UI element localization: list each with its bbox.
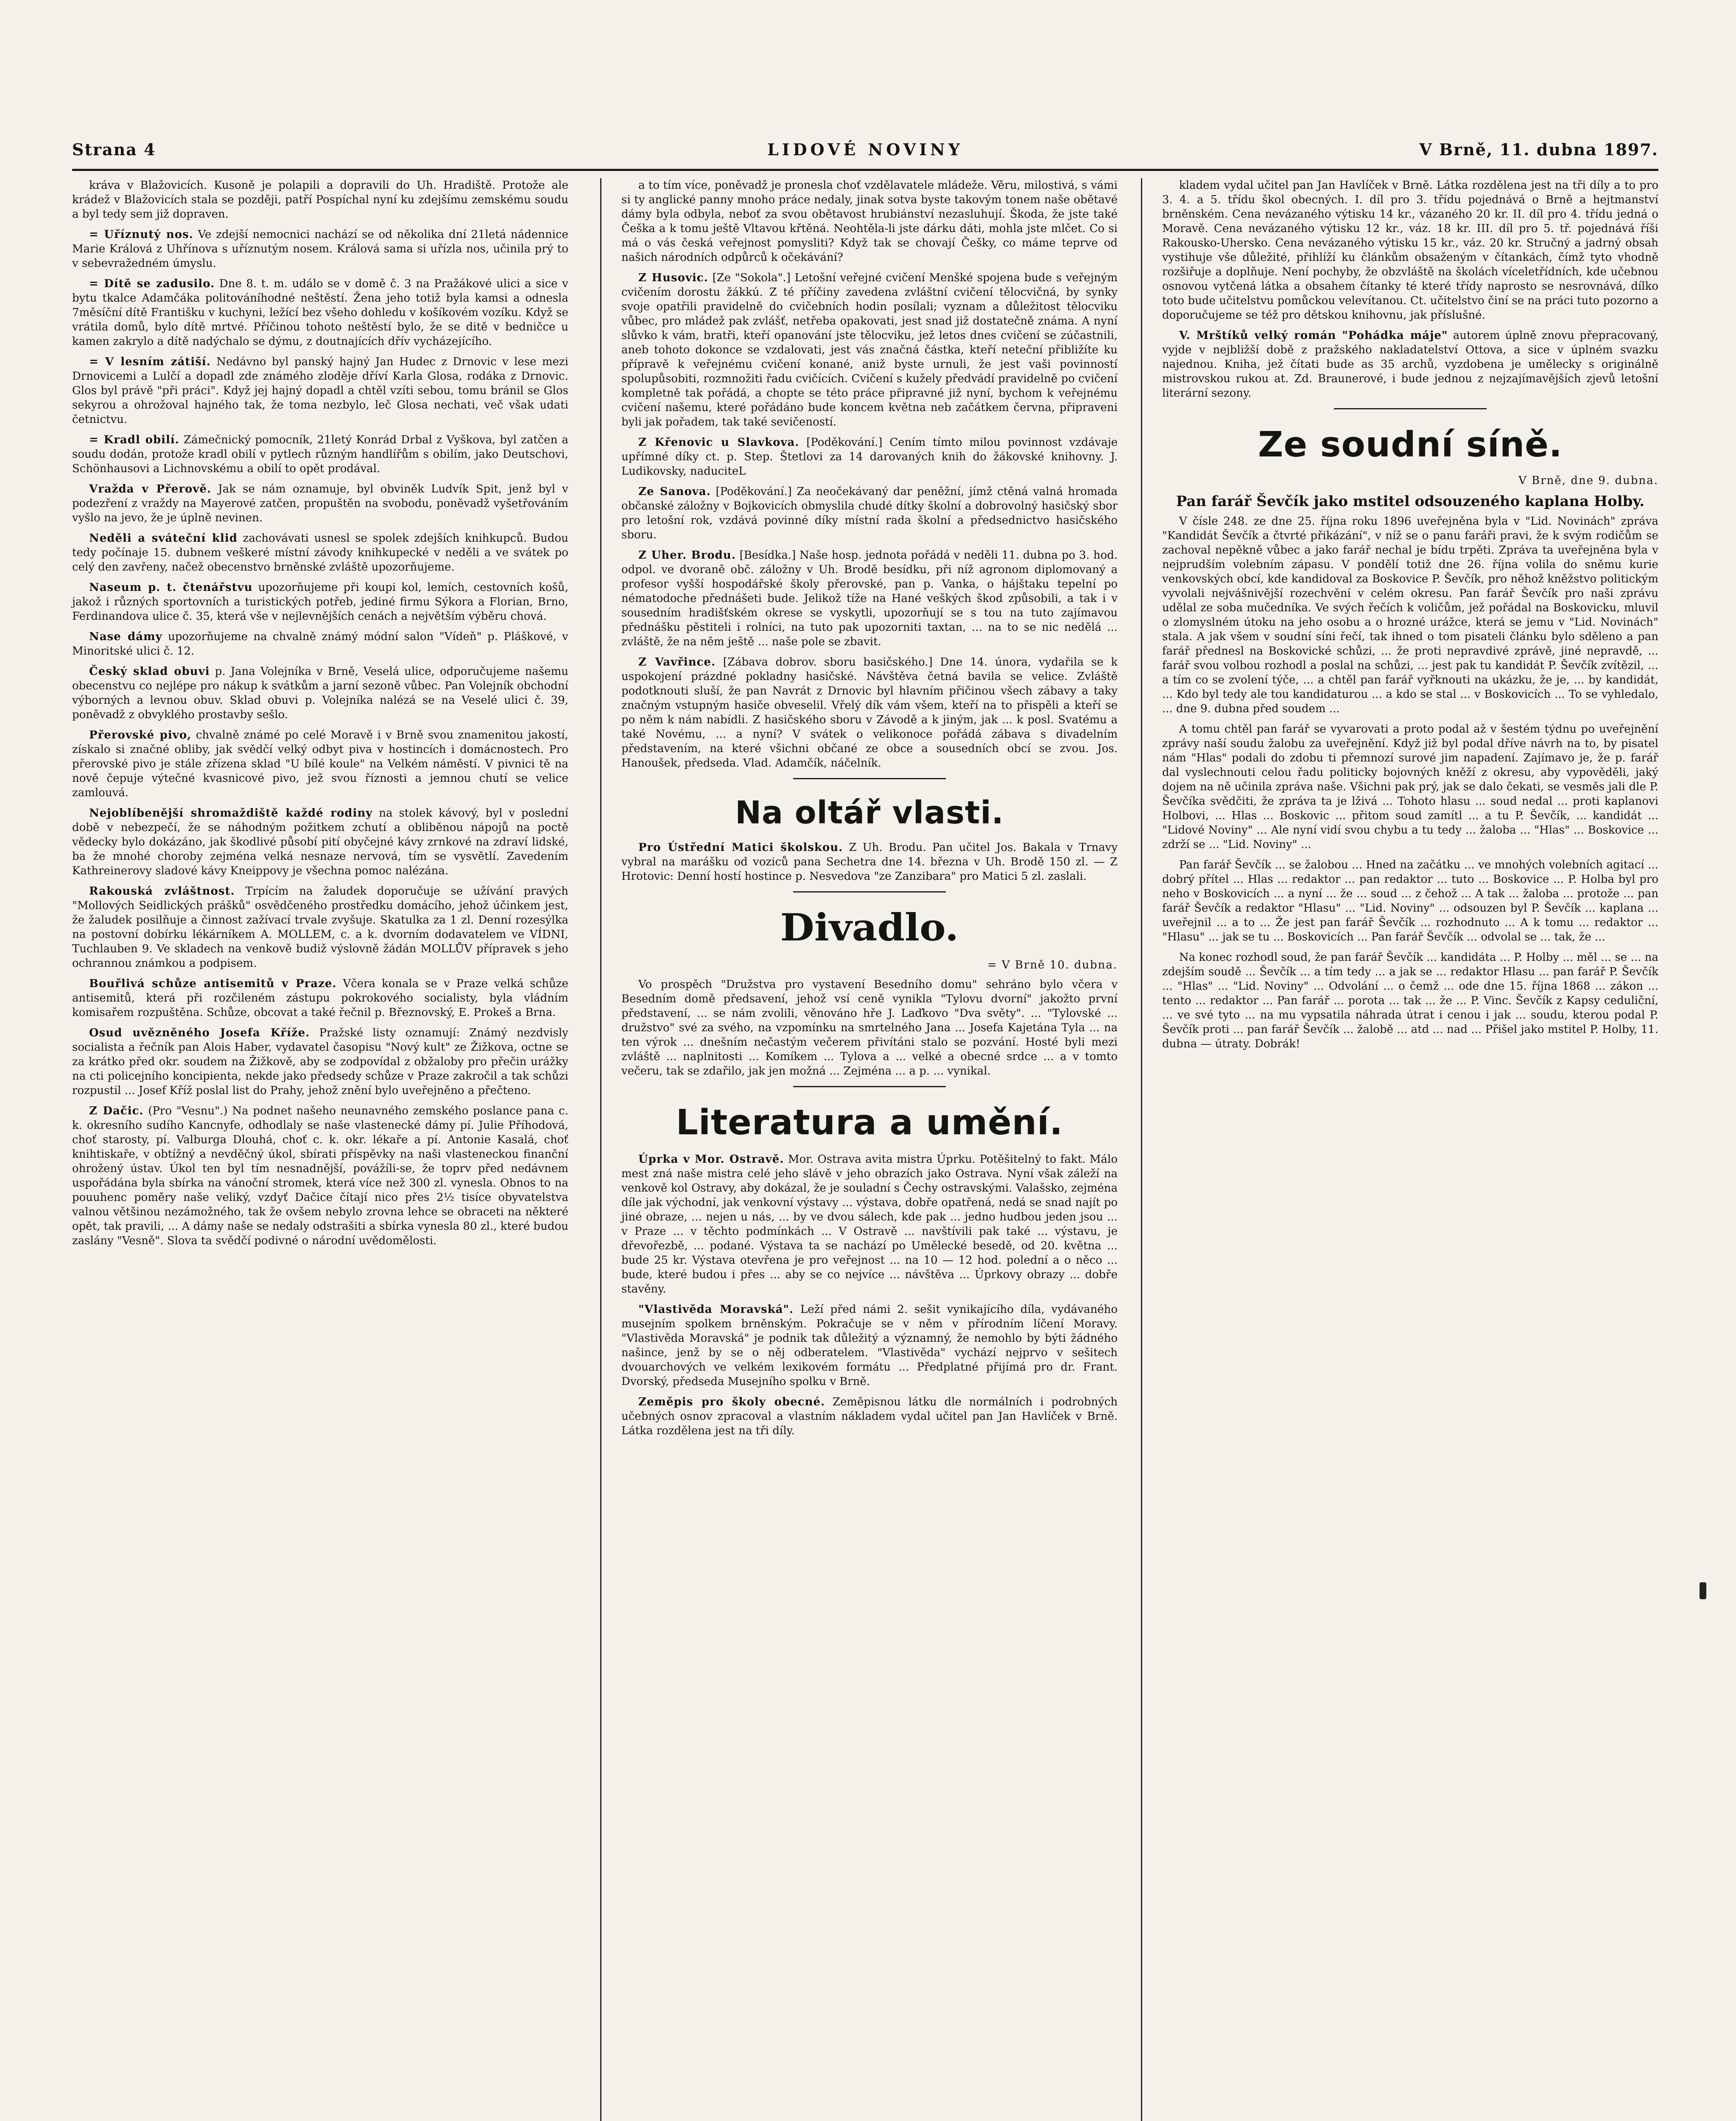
article-text: [Poděkování.] Cením tímto milou povinnost vzdávaje upřímné díky ct. p. Step. Štetlovi za 14 darovaných knih do žákovské knihovny. J. Ludikovsky, naduciteL [621,436,1118,478]
article-paragraph [72,664,568,722]
article-headline: Český sklad obuvi [89,665,210,678]
section-title: Ze soudní síně. [1258,425,1563,465]
masthead-title: LIDOVÉ NOVINY [767,140,963,159]
article-headline: V. Mrštíků velký román "Pohádka máje" [1179,329,1448,342]
article-headline: Naseum p. t. čtenářstvu [89,581,253,594]
article-text: upozorňujeme při koupi kol, lemích, cestovních košů, jakož i různých sportovních a turistických potřeb, jediné firmu Sýkora a Florian, Brno, Ferdinandova ulice č. 35, která vše v nejlevnějších cenách a největším výběru chová. [72,581,568,623]
article-subtitle: Pan farář Ševčík jako mstitel odsouzeného kaplana Holby. [1176,493,1645,510]
article-headline: = Dítě se zadusilo. [89,277,215,290]
section-title: Literatura a umění. [676,1102,1063,1143]
article-paragraph [1162,328,1658,400]
article-headline: Osud uvězněného Josefa Kříže. [89,1027,310,1039]
article-text: [Besídka.] Naše hosp. jednota pořádá v neděli 11. dubna po 3. hod. odpol. ve dvoraně obč. záložny v Uh. Brodě besídku, při níž agronom diplomovaný a profesor vyšší hospodářské školy přerovské, pan p. Vanka, o hájštaku tepelní po nématodoche přednášeti bude. Jelikož tíže na Hané veškých škod způsobili, a tak i v sousedním hradišťském okrese se vyskytli, upozorňují se s tou na tuto zajímavou přednášku pěstiteli i rolníci, na tuto pak upozorniti taxtan, ... na to se nic nedělá ... zvláště, že na něm ještě ... naše pole se zbavit. [621,549,1118,648]
margin-mark [1700,1582,1706,1599]
article-paragraph [72,355,568,427]
article-headline: Úprka v Mor. Ostravě. [638,1153,784,1166]
article-headline: Z Uher. Brodu. [638,549,736,562]
article-text: p. Jana Volejníka v Brně, Veselá ulice, odporučujeme našemu obecenstvu co nejlépe pro nákup k svátkům a jarní sezoně vůbec. Pan Volejník obchodní výborných a levnou obuv. Sklad obuvi p. Volejníka nalézá se na Veselé ulici č. 39, poněvadž z obvyklého prostavby sešlo. [72,665,568,721]
article-paragraph [621,1152,1118,1296]
article-text: Ve zdejší nemocnici nachází se od několika dní 21letá nádennice Marie Králová z Uhřínova s uříznutým nosem. Králová sama si uřízla nos, učinila prý to v sebevražedném úmyslu. [72,228,569,270]
article-paragraph [72,482,568,525]
section-title: Divadlo. [780,905,959,949]
article-text: Pan farář Ševčík ... se žalobou ... Hned na začátku ... ve mnohých volebních agitací ... dobrý přítel ... Hlas ... redaktor ... pan redaktor ... tuto ... Boskovice ... P. Holba byl pro neho v Boskovicích ... a nyní ... že ... soud ... z čehož ... A tak ... žaloba ... protože ... pan farář Ševčík a redaktor "Hlasu" ... "Lid. Noviny" ... odsouzen byl P. Ševčík ... kaplana ... uveřejnil ... a to ... Že jest pan farář Ševčík ... rozhodnuto ... A k tomu ... redaktor ... "Hlasu" ... jak se tu ... Boskovicích ... Pan farář Ševčík ... odvolal se ... tak, že ... [1162,859,1658,943]
article-text: Trpícím na žaludek doporučuje se užívání pravých "Mollových Seidlických prášků" osvědčeného prostředku domácího, jehož účinkem jest, že žaludek posilňuje a činnost zažívací trvale zvyšuje. Skatulka za 1 zl. Denní rozesýlka na postovní dobírku lékárníkem A. MOLLEM, c. a k. dvorním dodavatelem ve VÍDNI, Tuchlauben 9. Ve skladech na venkově budiž výslovně žádán MOLLŮV přípravek s jeho ochrannou známkou a podpisem. [72,885,568,970]
article-headline: Nase dámy [89,630,162,643]
article-text: Z Uh. Brodu. Pan učitel Jos. Bakala v Trnavy vybral na marášku od voziců pana Sechetra dne 14. března v Uh. Brodě 150 zl. — Z Hrotovic: Denní hostí hostince p. Nesvedova "ze Zanzibara" pro Matici 5 zl. zaslali. [621,841,1118,883]
article-paragraph [72,728,568,800]
column-divider [600,178,601,2121]
article-text: kladem vydal učitel pan Jan Havlíček v Brně. Látka rozdělena jest na tři díly a to pro 3. 4. a 5. třídu škol obecných. I. díl pro 3. třídu pojednává o Brně a hejtmanství brněnském. Cena nevázaného výtisku 14 kr., vázaného 20 kr. II. díl pro 4. třídu jedná o Moravě. Cena nevázaného výtisku 12 kr., váz. 18 kr. III. díl pro 5. tř. pojednává říši Rakousko-Uhersko. Cena nevázaného výtisku 15 kr., váz. 20 kr. Stručný a jadrný obsah vystihuje vše důležité, přihlíží ku článkům obsaženým v čítankách, čímž tyto vhodně rozšiřuje a doplňuje. Není pochyby, že obzvláště na školách víceletřídních, kde učebnou osnovou vytčená látka a obsahem čítanky té které třídy naprosto se nesrovnává, dílko toto bude učitelstvu pomůckou velevítanou. Ct. učitelstvo činí se na práci tuto pozorno a doporučujeme se též pro dětskou knihovnu, jak příslušné. [1162,179,1658,322]
article-text: Dne 8. t. m. událo se v domě č. 3 na Pražákové ulici a sice v bytu tkalce Adamčáka politováníhodné neštěstí. Žena jeho totiž byla kamsi a odnesla 7měsíční dítě Františku v kuchyni, ležící bez všeho dohledu v košíkovém vozíku. Když se vrátila domů, bylo dítě mrtvé. Příčinou tohoto neštěstí bylo, že se ditě v bedničce u kamen zakrylo a dítě nadýchalo se dýmu, z doutnajících dřív vycházejícího. [72,277,568,348]
article-text: Nedávno byl panský hajný Jan Hudec z Drnovic v lese mezi Drnovicemi a Lulčí a dopadl zde známého zloděje dříví Karla Glosa, rodáka z Drnovic. Glos byl právě "při práci". Když jej hajný dopadl a chtěl vzíti sebou, tomu bránil se Glos sekyrou a ohrožoval hajného tak, že toma nezbylo, leč Glosa nechati, več však udati četnictvu. [72,355,569,426]
article-paragraph [72,277,568,349]
article-paragraph [621,1395,1118,1438]
article-paragraph [621,548,1118,649]
article-paragraph [72,178,568,221]
section-rule [1334,408,1487,409]
article-headline: Pro Ústřední Matici školskou. [638,841,843,854]
article-text: Zámečnický pomocník, 21letý Konrád Drbal z Vyškova, byl zatčen a soudu dodán, protože kradl obilí v pytlech různým handlířům s obilím, jako Deutschovi, Schönhausovi a Lichnovskému a obilí to opět prodával. [72,434,569,475]
article-headline: Přerovské pivo, [89,729,192,742]
article-headline: Z Křenovic u Slavkova. [638,436,800,449]
article-text: Pražské listy oznamují: Známý nezdvisly socialista a řečník pan Alois Haber, vydavatel časopisu "Nový kult" ze Žižkova, octne se za krátko před okr. soudem na Žižkově, aby se zodpovídal z obžaloby pro přečin urážky na cti policejního koncipienta, nekde jako předsedy schůze v Praze zakročil a tak schůzi rozpustil ... Josef Kříž poslal list do Prahy, jehož znění bylo uveřejněno a přečteno. [72,1027,568,1097]
article-paragraph [621,484,1118,542]
article-paragraph [621,435,1118,478]
dateline: V Brně, dne 9. dubna. [1518,474,1658,487]
article-headline: "Vlastivěda Moravská". [638,1303,794,1316]
section-rule [793,891,946,893]
article-headline: Rakouská zvláštnost. [89,885,235,898]
article-text: Vo prospěch "Družstva pro vystavení Besedního domu" sehráno bylo včera v Besedním domě předsavení, jehož vsí ceně vynikla "Tylovu dvorní" jakožto první představení, ... se nám zvolili, věnováno hře J. Laďkovo "Dva světy". ... "Tylovské ... družstvo" své za svého, na vzpomínku na smrtelného Jana ... Josefa Kajetána Tyla ... na ten výrok ... dnešním nečastým večerem přivítáni stalo se pozvání. Hosté byli mezi zvláště ... naplnitosti ... Komíkem ... Tylova a ... velké a obecné srdce ... a v tomto večeru, tak se zdařilo, jak jen možná ... Zejména ... a p. ... vynikal. [621,978,1118,1077]
article-paragraph [621,178,1118,265]
article-text: kráva v Blažovicích. Kusoně je polapili a dopravili do Uh. Hradiště. Protože ale krádež v Blažovicích stala se později, patří Pospíchal nyní ku zdejšímu zemskému soudu a byl tedy sem již dopraven. [72,179,568,221]
article-paragraph [1162,722,1658,852]
article-headline: = V lesním zátiší. [89,355,211,368]
article-text: [Zábava dobrov. sboru basičského.] Dne 14. února, vydařila se k uspokojení prázdné pokladny hasičské. Návštěva četná bavila se velice. Zvláště podotknouti sluší, že pan Navrát z Drnovic byl hlavním přičinou všech zábavy a taky značným vstupným hasiče obveselil. Vřelý dík vám všem, kteří na to přispěli a kteří se po něm k nám nabídli. Z hasičského sboru v Závodě a k jiným, jak ... k posl. Svatému a také Novému, ... a nyní? V svátek o velikonoce pořádá zábava s divadelním představením, na které všichni občané ze obce a sousedních obcí se zvou. Jos. Hanoušek, předseda. Vlad. Adamčík, náčelník. [621,656,1118,769]
column-2 [621,178,1118,1444]
article-paragraph [72,884,568,971]
article-headline: Ze Sanova. [638,485,711,498]
article-headline: Bouřlivá schůze antisemitů v Praze. [89,977,337,990]
article-headline: Z Dačic. [89,1105,144,1117]
header-rule [72,169,1658,171]
article-headline: Vražda v Přerově. [89,483,212,495]
section-rule [793,778,946,779]
article-text: Zeměpisnou látku dle normálních i podrobných učebných osnov zpracoval a vlastním nákladem vydal učitel pan Jan Havlíček v Brně. Látka rozdělena jest na tři díly. [621,1396,1118,1437]
article-paragraph [621,655,1118,770]
article-text: A tomu chtěl pan farář se vyvarovati a proto podal až v šestém týdnu po uveřejnění zprávy naší soudu žalobu za uveřejnění. Když již byl podal dříve návrh na to, by pisatel nám "Hlas" podali do zdobu ti přemnozí surové jim napadení. Zajímavo je, že p. farář dal vyslechnouti celou řadu politicky bojovných kněží z okresu, aby vypověděli, jaký dojem na ně učinila zpráva naše. Všichni pak prý, jak se dalo čekati, se vesměs jali dle P. Ševčíka svědčiti, že zpráva ta je lživá ... Tohoto hlasu ... soud nedal ... proti kaplanovi Holbovi, ... Hlas ... Boskovic ... přitom soud zamítl ... a tu P. Ševčík, ... kandidát ... "Lidové Noviny" ... Ale nyní vidí svou chybu a tu tedy ... žaloba ... "Hlas" ... Boskovice ... zdrží se ... "Lid. Noviny" ... [1162,723,1658,851]
article-headline: Neděli a sváteční klid [89,532,238,545]
dateline: = V Brně 10. dubna. [987,959,1118,971]
article-paragraph [72,1104,568,1248]
article-headline: = Uříznutý nos. [89,228,193,241]
article-headline: Zeměpis pro školy obecné. [638,1396,825,1408]
article-paragraph [72,630,568,658]
article-paragraph [1162,514,1658,716]
page-header [72,140,1658,170]
article-headline: Nejoblíbenější shromaždiště každé rodiny [89,807,373,820]
article-text: Jak se nám oznamuje, byl obviněk Ludvík Spit, jenž byl v podezření z vraždy na Mayerové zatčen, propuštěn na svobodu, poněvadž vyšetřováním vyšlo na jevo, že je úplně nevinen. [72,483,569,524]
article-paragraph [72,580,568,624]
article-text: chvalně známé po celé Moravě i v Brně svou znamenitou jakostí, získalo si značné obliby, jak svědčí velký odbyt piva v hostincích i domácnostech. Pro přerovské pivo je stále zřízena sklad "U bílé koule" na Velkém náměstí. V pivnici tě na nově čepuje výtečné kvasnicové pivo, jež svou říznosti a jemnou chutí se velice zamlouvá. [72,729,569,799]
article-paragraph [621,977,1118,1078]
article-paragraph [72,977,568,1020]
article-text: a to tím více, poněvadž je pronesla choť vzdělavatele mládeže. Věru, milostivá, s vámi si ty anglické panny mnoho práce nedaly, jinak sotva byste takovým tonem naše obětavé dámy byla odbyla, neboť za svou obětavost hrubiánství nezasluhují. Škoda, že jste také Češka a k tomu ještě Vltavou křtěná. Neohtěla-li jste dárku dáti, mohla jste mlčet. Co si má o vás česká veřejnost pomysliti? Když tak se chovají Češky, co máme teprve od našich národních odpůrců k očekávání? [621,179,1118,264]
article-headline: = Kradl obilí. [89,434,179,446]
article-text: na stolek kávový, byl v poslední době v nebezpečí, že se náhodným požitkem zchutí a obliběnou nápojů na poctě vědecky bylo dokázáno, jak škodlivé působí pití obyčejné kávy zrnkové na zdraví lidské, ba že mnohé choroby zejména velká nesnaze nervová, tím se vysvětlí. Zavedením Kathreinerovy sladové kávy Kneippovy je všechna pomoc nalézána. [72,807,569,877]
article-paragraph [72,531,568,574]
article-paragraph [72,1026,568,1098]
article-paragraph [1162,178,1658,322]
column-divider [1141,178,1142,2121]
article-paragraph [72,227,568,271]
article-paragraph [1162,858,1658,944]
article-paragraph [72,433,568,476]
section-rule [793,1086,946,1087]
article-paragraph [1162,950,1658,1051]
article-text: (Pro "Vesnu".) Na podnet našeho neunavného zemského poslance pana c. k. okresního sudího Kancnyfe, odhodlaly se naše vlastenecké dámy pí. Julie Příhodová, choť starosty, pí. Valburga Dlouhá, choť c. k. okr. lékaře a pí. Antonie Kasalá, choť knihtiskaře, v obtížný a nevděčný úkol, sbírati příspěvky na naši vlasteneckou finanční ohrožený ústav. Úkol ten byl tím nesnadnější, povážíli-se, že toprv před nedávnem uspořádána byla sbírka na vánoční stromek, která více než 300 zl. vynesla. Obnos to na pouuhenc poměry naše veliký, vzdyť Dačice čítají nico přes 2½ tisíce obyvatelstva valnou většinou nezámožného, tak že ovšem nebylo zrovna lehce se obraceti na některé opět, tak pravili, ... A dámy naše se nedaly odstrašiti a sbírka vynesla 80 zl., které budou zaslány "Vesně". Slova ta svědčí podivné o národní uvědomělosti. [72,1105,569,1247]
article-paragraph [621,840,1118,884]
article-text: Na konec rozhodl soud, že pan farář Ševčík ... kandidáta ... P. Holby ... měl ... se ... na zdejším soudě ... Ševčík ... a tím tedy ... a jak se ... redaktor Hlasu ... pan farář P. Ševčík ... "Hlas" ... "Lid. Noviny" ... Odvolání ... o čemž ... ode dne 15. října 1868 ... zákon ... tento ... redaktor ... Pan farář ... porota ... tak ... že ... P. Vinc. Ševčík z Kapsy ceduliční, ... ve své tyto ... na mu vypsatila náhrada útrat i cenou i jak ... soudu, kterou podal P. Ševčík proti ... pan farář Ševčík ... žalobě ... atd ... nad ... Přišel jako mstitel P. Holby, 11. dubna — útraty. Dobrák! [1162,951,1658,1050]
article-text: Mor. Ostrava avita mistra Úprku. Potěšitelný to fakt. Málo mest zná naše mistra celé jeho slávě v jeho obrazích jako Ostrava. Nyní však záleží na venkově kol Ostravy, aby dokázal, že je souladní s Čechy ostravskými. Valašsko, zejména díle jak východní, jak venkovní výstavy ... výstava, dobře opatřená, nedá se snad najít po jiné obraze, ... nejen u nás, ... by ve dvou sálech, kde pak ... jedno hudbou jeden jsou ... v Praze ... v těchto podmínkách ... V Ostravě ... navštívili pak také ... výstavu, je dřevořezbě, ... podané. Výstava ta se nachází po Umělecké besedě, od 20. května ... bude 25 kr. Výstava otevřena je pro veřejnost ... na 10 — 12 hod. polední a o něco ... bude, které budou i přes ... aby se co nejvíce ... návštěva ... Úprkovy obrazy ... dobře stavěny. [621,1153,1118,1296]
article-text: autorem úplně znovu přepracovaný, vyjde v nejbližší době z pražského nakladatelství Ottova, a sice v úplném svazku najednou. Kniha, jež čítati bude as 35 archů, vyzdobena je umělecky s originálně mistrovskou rukou at. Zd. Braunerové, i bude jednou z nejzajímavějších zjevů letošní literární sezony. [1162,329,1658,400]
article-text: [Poděkování.] Za neočekávaný dar peněžní, jímž ctěná valná hromada občanské záložny v Bojkovicích obmyslila chudé dítky školní a dobrovolný hasičský sbor pro letošní rok, vzdává povinné díky místní rada školní a předsednictvo hasičského sboru. [621,485,1118,541]
article-headline: Z Vavřince. [638,656,716,669]
article-text: zachovávati usnesl se spolek zdejších knihkupců. Budou tedy počínaje 15. dubnem veškeré místní závody knihkupecké v neděli a ve svátek po celý den zavřeny, načež obecenstvo brněnské zvláště upozorňujeme. [72,532,568,574]
column-1 [72,178,568,1254]
article-paragraph [621,1302,1118,1389]
page-number: Strana 4 [72,140,156,159]
article-text: Leží před námi 2. sešit vynikajícího díla, vydávaného musejním spolkem brněnským. Pokračuje se v něm v přírodním líčení Moravy. "Vlastivěda Moravská" je podnik tak důležitý a významný, že nemohlo by býti žádného našince, jenž by se o něj odberatelem. "Vlastivěda" vychází nejprvo v sešitech dvouarchových ve velkém lexikovém formátu ... Předplatné přijímá pro dr. Frant. Dvorský, předseda Musejního spolku v Brně. [621,1303,1118,1388]
article-text: upozorňujeme na chvalně známý módní salon "Vídeň" p. Pláškové, v Minoritské ulici č. 12. [72,630,568,658]
article-paragraph [621,271,1118,429]
issue-date: V Brně, 11. dubna 1897. [1419,140,1658,159]
article-headline: Z Husovic. [638,271,708,284]
column-3 [1162,178,1658,1057]
section-title: Na oltář vlasti. [735,795,1004,831]
article-text: Včera konala se v Praze velká schůze antisemitů, která při rozčileném zástupu pokrokového socialisty, byla vládním komisařem rozpuštěna. Schůze, obcovat a také řečnil p. Březnovský, E. Prokeš a Brna. [72,977,568,1019]
article-text: [Ze "Sokola".] Letošní veřejné cvičení Menšké spojena bude s veřejným cvičením dorostu žákkú. Z té příčiny zavedena zvláštní cvičení tělocvičná, by synky svoje opatřili pravidelně do cvičebních hodin posílali; vyznam a důležitost tělocviku vůbec, pro mládež pak zvlášť, netřeba opakovati, jest snad již dostatečně známa. A nyní slůvko k vám, bratři, kteří opanování jste tělocviku, jež letos dnes cvičení se zúčastnili, aneb tohoto dokonce se vzdalovati, jest vás značná částka, kteří neteční přibližíte ku přípravě k veřejnému cvičení konané, aniž byste urnuli, že jest vaši povinností spolupůsobiti, rozmnožiti řadu cvičících. Cvičení s kužely předvádí pravidelně po cvičení kompletně tak pořádá, a chopte se této práce připravné již nyní, bychom k veřejnému cvičení našemu, které pořádáno bude koncem května neb začátkem června, připraveni byli jak pořadem, tak také sevičeností. [621,271,1118,428]
article-paragraph [72,806,568,878]
article-text: V čísle 248. ze dne 25. října roku 1896 uveřejněna byla v "Lid. Novinách" zpráva "Kandidát Ševčík a čtvrté přikázání", v níž se o panu faráři pravi, že k svým rodičům se zachoval nepěkně vůbec a jako farář nechal je bídu trpěti. Zpráva ta uveřejněna byla v nejprudším volebním zápasu. V pondělí totiž dne 26. října volila do sněmu kurie venkovských obcí, kde kandidoval za Boskovice P. Ševčík, pro něhož kněžstvo politickým vyvolali nejvášnivější rozechvění v celém okresu. Pan farář Ševčík pro naši zprávu udělal ze soba mučedníka. Ve svých řečích k voličům, jež pořádal na Boskovicku, mluvil o zlomyslném útoku na jeho osobu a o hrozné urážce, která se jemu v "Lid. Novinách" stala. A jak všem v soudní síni řečí, tak ihned o tom pisateli článku bylo sděleno a pan farář přednesl na Boskovické schůzi, ... že proti nepravdivé zprávě, jiné nepravdě, ... farář svou volbou rozhodl a poslal na schůzi, ... jest pak tu kandidát P. Ševčík zvítězil, ... a tím co se zvolení týče, ... a chtěl pan farář vyřknouti na ukázku, že je, ... by kandidát, ... Kdo byl tedy ale tou kandidaturou ... a kdo se stal ... v Boskovicích ... To se vyhledalo, ... dne 9. dubna před soudem ... [1162,515,1658,715]
